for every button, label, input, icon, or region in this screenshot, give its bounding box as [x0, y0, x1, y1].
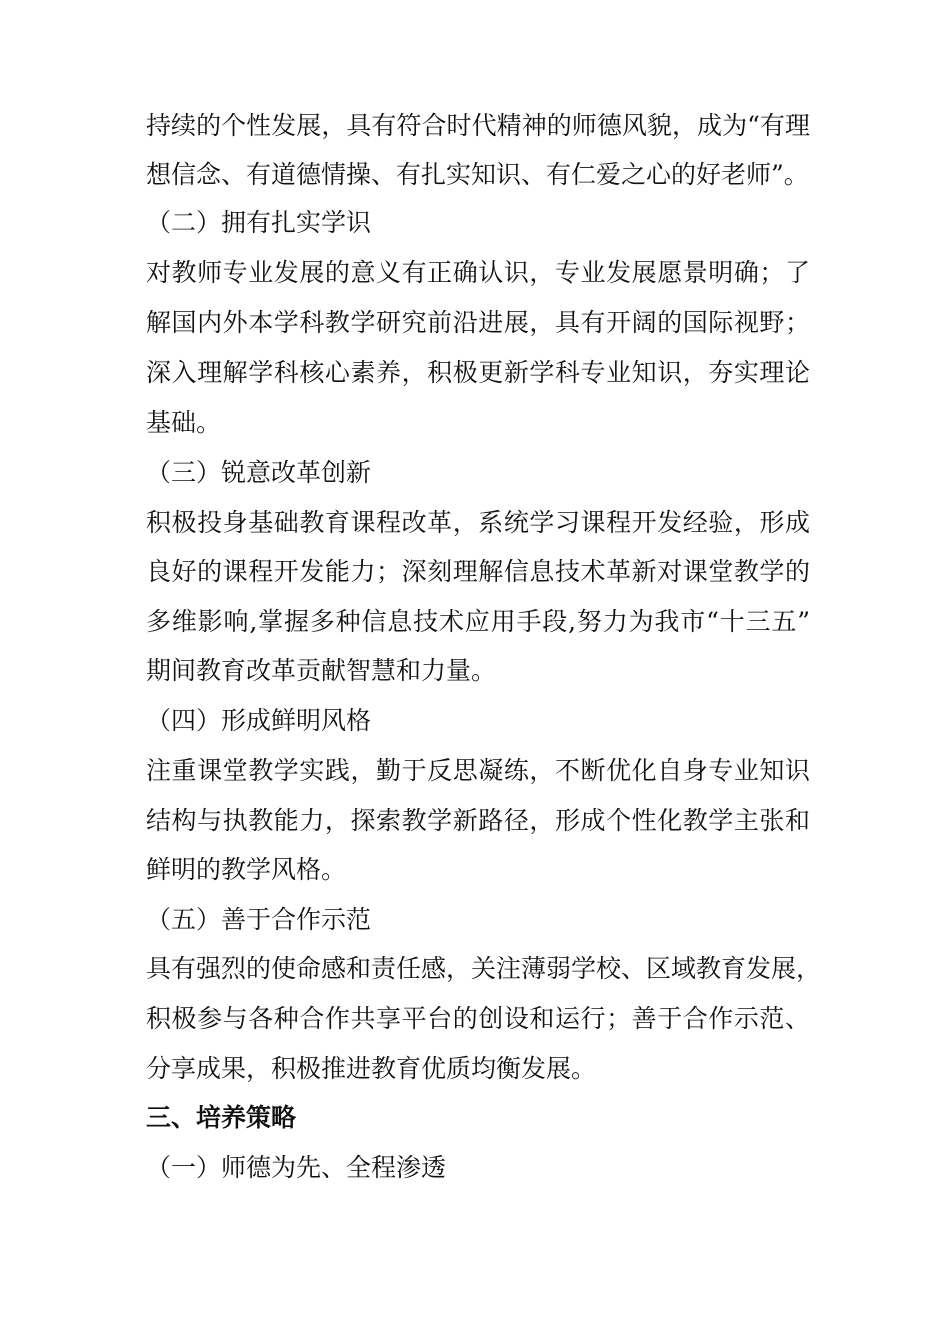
paragraph-line: 想信念、有道德情操、有扎实知识、有仁爱之心的好老师”。: [146, 160, 809, 189]
paragraph-line: 期间教育改革贡献智慧和力量。: [146, 656, 497, 685]
paragraph-line: 对教师专业发展的意义有正确认识，专业发展愿景明确；了: [146, 258, 810, 287]
paragraph-line: 解国内外本学科教学研究前沿进展，具有开阔的国际视野；: [146, 308, 810, 337]
section-heading: 三、培养策略: [146, 1103, 297, 1132]
paragraph-line: 注重课堂教学实践，勤于反思凝练，不断优化自身专业知识: [146, 756, 810, 785]
paragraph-line: 分享成果，积极推进教育优质均衡发展。: [146, 1054, 597, 1083]
subheading: （一）师德为先、全程渗透: [146, 1153, 447, 1182]
subheading: （二）拥有扎实学识: [146, 208, 372, 237]
paragraph-line: 鲜明的教学风格。: [146, 855, 347, 884]
paragraph-line: 积极投身基础教育课程改革，系统学习课程开发经验，形成: [146, 508, 810, 537]
paragraph-line: 良好的课程开发能力；深刻理解信息技术革新对课堂教学的: [146, 557, 810, 586]
paragraph-line: 持续的个性发展，具有符合时代精神的师德风貌，成为“有理: [146, 111, 810, 140]
paragraph-line: 深入理解学科核心素养，积极更新学科专业知识，夯实理论: [146, 358, 810, 387]
paragraph-line: 基础。: [146, 408, 222, 437]
paragraph-line: 积极参与各种合作共享平台的创设和运行；善于合作示范、: [146, 1004, 810, 1033]
subheading: （三）锐意改革创新: [146, 458, 372, 487]
subheading: （四）形成鲜明风格: [146, 706, 372, 735]
subheading: （五）善于合作示范: [146, 905, 372, 934]
paragraph-line: 多维影响,掌握多种信息技术应用手段,努力为我市“十三五”: [146, 607, 810, 636]
paragraph-line: 具有强烈的使命感和责任感，关注薄弱学校、区域教育发展，: [146, 954, 822, 983]
paragraph-line: 结构与执教能力，探索教学新路径，形成个性化教学主张和: [146, 806, 810, 835]
